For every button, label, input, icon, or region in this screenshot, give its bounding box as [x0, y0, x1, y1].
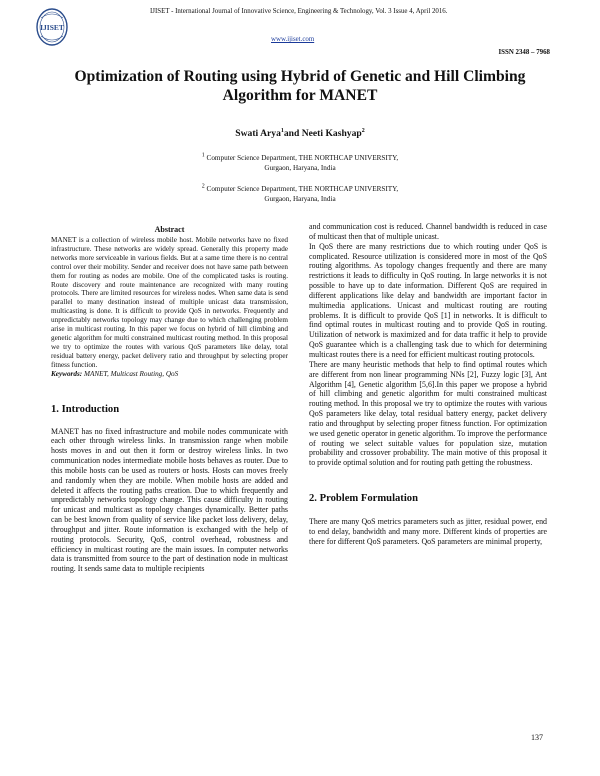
journal-citation: IJISET - International Journal of Innovative Science, Engineering & Technology, Vol. 3 Issue 4, April 2016. — [150, 8, 448, 15]
right-column — [309, 222, 547, 547]
abstract-text: MANET is a collection of wireless mobile host. Mobile networks have no fixed infrastructure. These networks are widely spread. Generally this property made networks more serviceable in various fields. But at a same time there is no central control over their mobility. Sender and receiver does not have same path between them for routing as nodes are mobile. One of the complicated tasks is routing. Route discovery and route maintenance are recognized with many routing protocols. There are limited resources for wireless nodes. When same data is send parallel to many destination instead of multiple unicast data transmission, multicasting is done. It is difficult to provide QoS in networks. Frequently and unpredictably networks topology may change due to which challenging problem arise in multicast routing. In this paper we focus on hybrid of hill climbing and genetic algorithm for multi constrained multicast routing method. In this proposal we try to optimize the routes with various QoS parameters like delay, total residual battery energy, packet delivery ratio and throughput by selecting proper fitness function. — [51, 236, 288, 369]
section-heading-introduction: 1. Introduction — [51, 403, 120, 415]
abstract-body — [51, 236, 288, 379]
affiliation-dept: Computer Science Department, THE NORTHCAP UNIVERSITY, — [206, 185, 399, 193]
paragraph: and communication cost is reduced. Channel bandwidth is reduced in case of multicast then that of multiple unicast. — [309, 222, 547, 241]
affiliation-1 — [0, 153, 600, 173]
journal-url-link[interactable]: www.ijiset.com — [271, 36, 315, 43]
affiliation-2 — [0, 184, 600, 204]
author-name-2: and Neeti Kashyap — [283, 128, 362, 139]
page-number: 137 — [531, 733, 543, 742]
affiliation-sup: 2 — [201, 183, 205, 190]
left-column — [51, 225, 288, 574]
affiliation-place: Gurgaon, Haryana, India — [264, 164, 336, 173]
paper-title: Optimization of Routing using Hybrid of Genetic and Hill Climbing Algorithm for MANET — [74, 68, 526, 104]
logo-emblem-icon — [36, 8, 68, 46]
logo-text: IJISET — [40, 23, 64, 32]
introduction-text: MANET has no fixed infrastructure and mobile nodes communicate with each other through wireless links. In transmission range when mobile hosts moves in and out then it form or destroy wireless links. In two communication nodes intermediate mobile hosts behaves as router. Due to this mobile hosts can be used as routers or hosts. Hosts can moves freely and randomly when they are mobile. When mobile hosts are added and deleted it affects the routing paths creation. Due to which frequently and unpredictably networks topology change. This cause difficulty in routing for unicast and multicast as topology changes dynamically. Better paths can be best known from quality of service like packet loss delivery, delay, throughput and jitter. Route information is exchanged with the help of routing protocols. Security, QoS, control overhead, robustness and efficiency in multicast routing are the main issues. In computer networks data is transmitted from source to the part of destination node in multicast routing. It sends same data to multiple recipients — [51, 426, 288, 574]
issn-number: ISSN 2348 – 7968 — [498, 49, 550, 56]
affiliation-place: Gurgaon, Haryana, India — [264, 195, 336, 204]
author-line — [0, 128, 600, 139]
paragraph: There are many heuristic methods that help to find optimal routes which are different from non linear programming NNs [2], Fuzzy logic [3], Ant Algorithm [4], Genetic algorithm [5,6].In this paper we propose a hybrid of hill climbing and genetic algorithm for multi constrained multicast routing method. In this proposal we try to optimize the routes with various QoS parameters like delay, total residual battery energy, packet delivery ratio and throughput by selecting proper fitness function. For optimization we used genetic operator in genetic algorithm. To improve the performance of routing we select suitable values for population size, mutation probability and crossover probability. The main motive of this proposal it to provide optimal solution and for routing path getting the robustness. — [309, 359, 547, 468]
affiliation-dept: Computer Science Department, THE NORTHCAP UNIVERSITY, — [206, 154, 399, 162]
author-name-1: Swati Arya — [235, 128, 281, 139]
abstract-heading: Abstract — [154, 225, 185, 234]
section-heading-problem-formulation: 2. Problem Formulation — [309, 493, 418, 505]
journal-logo — [36, 8, 68, 46]
keywords-list: MANET, Multicast Routing, QoS — [83, 369, 179, 378]
author-sup-1: 1 — [280, 127, 284, 134]
problem-formulation-text: There are many QoS metrics parameters such as jitter, residual power, end to end delay, bandwidth and many more. Different kinds of properties are there for different QoS parameters. QoS parameters are minimal property, — [309, 517, 547, 546]
author-sup-2: 2 — [361, 127, 365, 134]
paragraph: In QoS there are many restrictions due to which routing under QoS is complicated. Resource utilization is considered more in most of the QoS routing algorithms. As topology changes frequently and there are many restrictions it leads to difficulty in QoS routing. In large networks it is not possible to have up to date information. Different QoS are required in different applications like delay and bandwidth are important factor in multimedia applications. Unicast and multicast routing are routing problems. It is difficult to provide QoS [1] in networks. It is difficult to find optimal routes in multicast routing and to provide QoS in routing. Utilization of network is maximized and for data traffic it help to provide QoS guarantee which is a challenging task due to which for determining multicast routes there is a need for efficient multicast routing protocols. — [309, 241, 547, 359]
affiliation-sup: 1 — [201, 152, 205, 159]
keywords-label: Keywords: — [51, 369, 83, 378]
